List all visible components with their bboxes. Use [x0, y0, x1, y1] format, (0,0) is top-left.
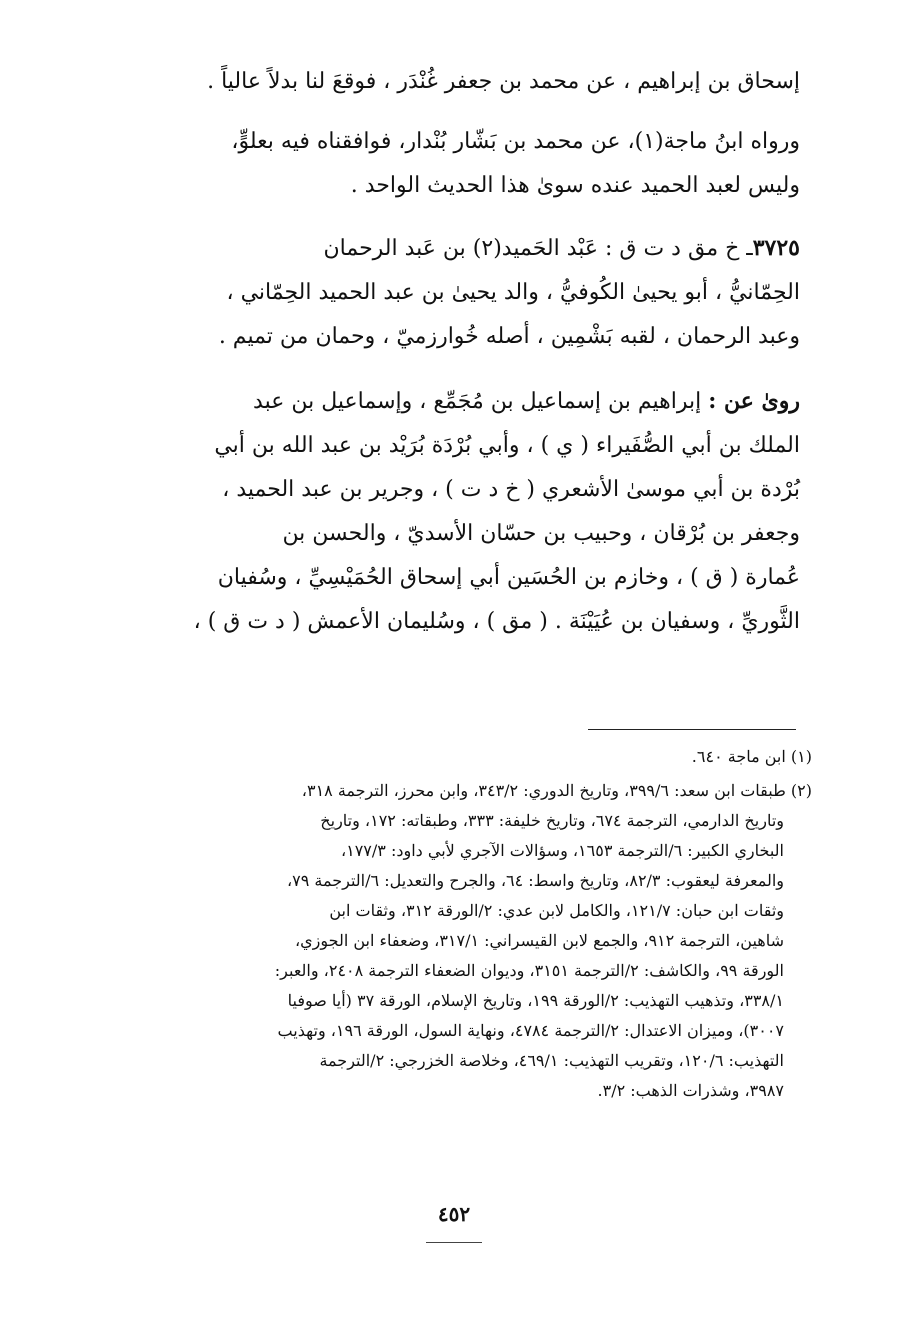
riwaya-heading-rest: إبراهيم بن إسماعيل بن مُجَمِّع ، وإسماعيل بن عبد [253, 389, 709, 414]
text-line: الملك بن أبي الصُّفَيراء ( ي ) ، وأبي بُرْدَة بُرَيْد بن عبد الله بن أبي [214, 433, 800, 458]
text-line: وليس لعبد الحميد عنده سوىٰ هذا الحديث الواحد . [350, 173, 800, 198]
entry-number: ٣٧٢٥ [752, 235, 800, 261]
riwaya-label: روىٰ عن : [708, 388, 800, 414]
footnote-2 [100, 776, 812, 1106]
footnote-line: التهذيب: ١٢٠/٦، وتقريب التهذيب: ٤٦٩/١، وخلاصة الخزرجي: ٢/الترجمة [319, 1051, 784, 1070]
text-line: ورواه ابنُ ماجة(١)، عن محمد بن بَشّار بُنْدار، فوافقناه فيه بعلوٍّ، [231, 129, 800, 154]
footnote-line: البخاري الكبير: ٦/الترجمة ١٦٥٣، وسؤالات الآجري لأبي داود: ١٧٧/٣، [340, 841, 784, 860]
footnote-line: (٢) طبقات ابن سعد: ٣٩٩/٦، وتاريخ الدوري: ٣٤٣/٢، وابن محرز، الترجمة ٣١٨، [301, 781, 812, 800]
footnotes [100, 742, 812, 1106]
page-number: ٤٥٢ [437, 1202, 471, 1226]
footnote-line: وثقات ابن حبان: ١٢١/٧، والكامل لابن عدي: ٢/الورقة ٣١٢، وثقات ابن [329, 901, 784, 920]
footnote-line: شاهين، الترجمة ٩١٢، والجمع لابن القيسراني: ٣١٧/١، وضعفاء ابن الجوزي، [294, 931, 784, 950]
riwaya-heading-line [88, 379, 800, 424]
page-number-underline [426, 1242, 482, 1243]
footnote-line: الورقة ٩٩، والكاشف: ٢/الترجمة ٣١٥١، وديوان الضعفاء الترجمة ٢٤٠٨، والعبر: [274, 961, 784, 980]
text-line: عُمارة ( ق ) ، وخازم بن الحُسَين أبي إسحاق الحُمَيْسِيِّ ، وسُفيان [217, 565, 800, 590]
footnote-line: والمعرفة ليعقوب: ٨٢/٣، وتاريخ واسط: ٦٤، والجرح والتعديل: ٦/الترجمة ٧٩، [286, 871, 784, 890]
main-text [88, 60, 800, 644]
footnote-line: ٣٠٠٧)، وميزان الاعتدال: ٢/الترجمة ٤٧٨٤، ونهاية السول، الورقة ١٩٦، وتهذيب [277, 1021, 784, 1040]
entry-heading-line [88, 226, 800, 271]
footnote-line: وتاريخ الدارمي، الترجمة ٦٧٤، وتاريخ خليفة: ٣٣٣، وطبقاته: ١٧٢، وتاريخ [320, 811, 784, 830]
paragraph-narrated-from [88, 379, 800, 644]
text-line: إسحاق بن إبراهيم ، عن محمد بن جعفر غُنْدَر ، فوقعَ لنا بدلاً عالياً . [207, 69, 800, 94]
text-line: الحِمّانيُّ ، أبو يحيىٰ الكُوفيُّ ، والد يحيىٰ بن عبد الحميد الحِمّاني ، [226, 280, 800, 305]
footnote-line: ٣٩٨٧، وشذرات الذهب: ٣/٢. [597, 1081, 784, 1100]
footnote-1: (١) ابن ماجة ٦٤٠. [691, 747, 812, 766]
footnote-divider [588, 729, 796, 730]
paragraph-isnad-end [88, 60, 800, 104]
footnote-line: ٣٣٨/١، وتذهيب التهذيب: ٢/الورقة ١٩٩، وتاريخ الإسلام، الورقة ٣٧ (أيا صوفيا [287, 991, 784, 1010]
text-line: بُرْدة بن أبي موسىٰ الأشعري ( خ د ت ) ، وجرير بن عبد الحميد ، [222, 477, 800, 502]
entry-3725 [88, 226, 800, 359]
text-line: الثَّوريِّ ، وسفيان بن عُيَيْنَة . ( مق ) ، وسُليمان الأعمش ( د ت ق ) ، [193, 609, 800, 634]
entry-heading-rest: ـ خ مق د ت ق : عَبْد الحَميد(٢) بن عَبد الرحمان [323, 236, 753, 261]
text-line: وجعفر بن بُرْقان ، وحبيب بن حسّان الأسديّ ، والحسن بن [282, 521, 800, 546]
paragraph-ibn-majah [88, 120, 800, 208]
text-line: وعبد الرحمان ، لقبه بَشْمِين ، أصله خُوارزميّ ، وحمان من تميم . [218, 324, 800, 349]
